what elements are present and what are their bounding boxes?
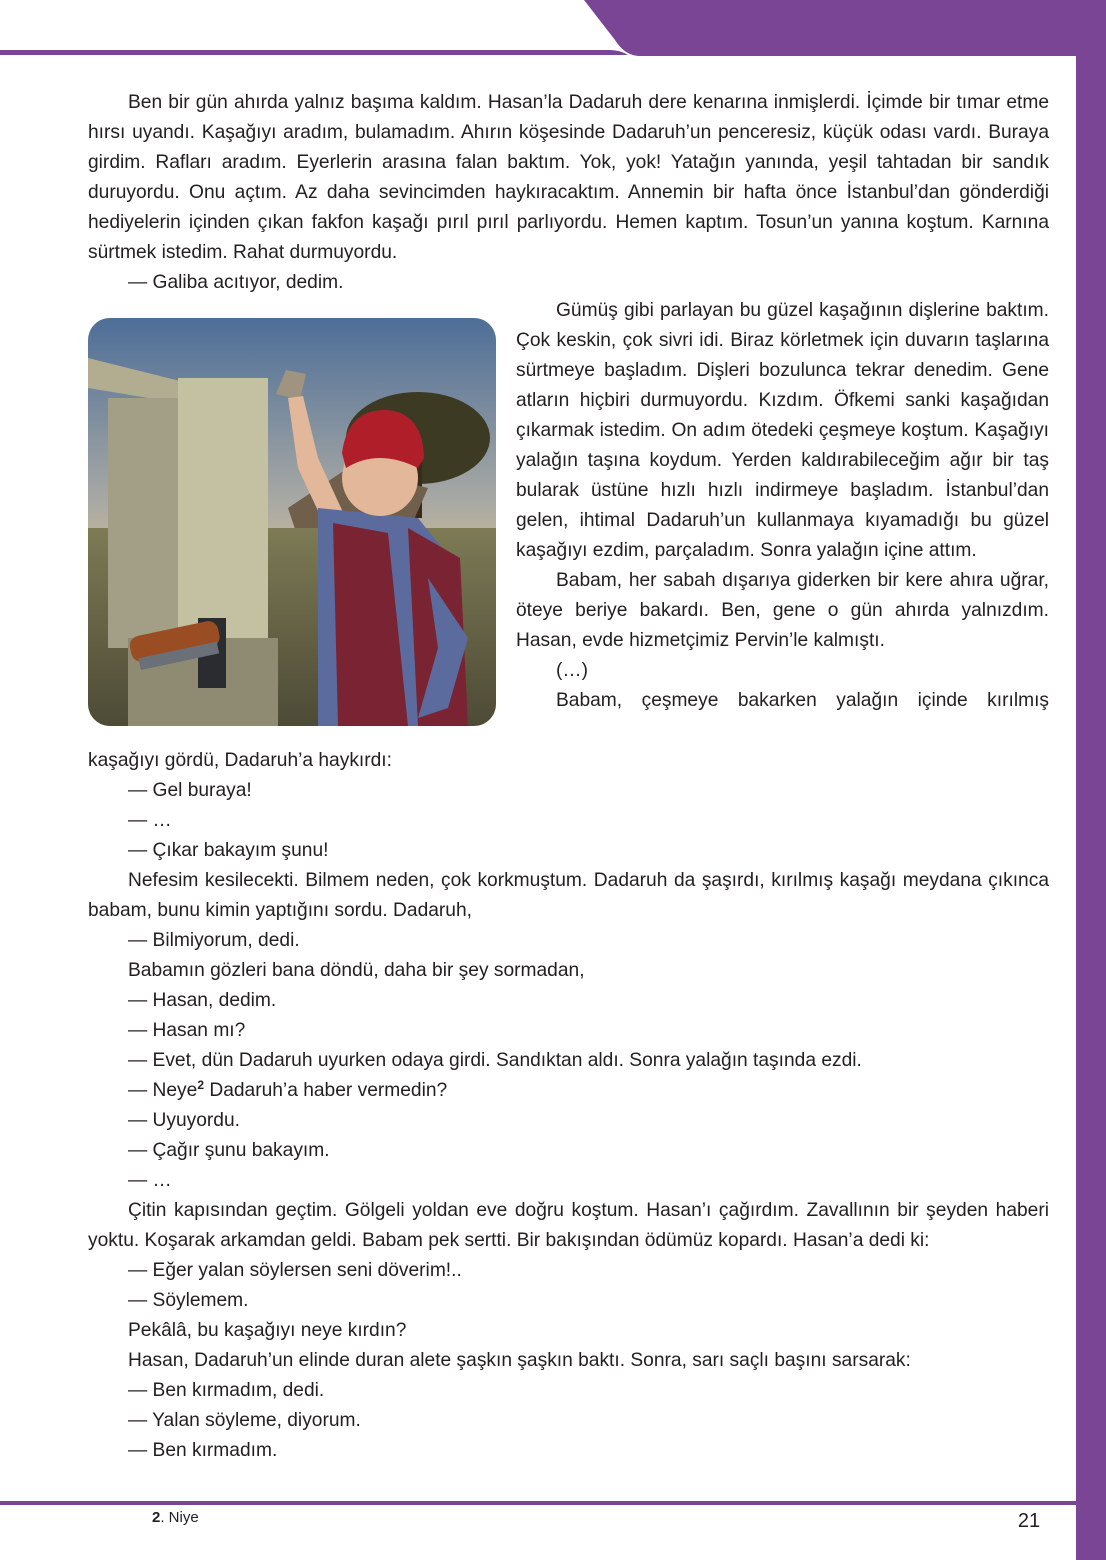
paragraph: — Gel buraya! — [128, 780, 252, 801]
paragraph: — Söylemem. — [128, 1290, 249, 1311]
footnote-text: . Niye — [160, 1509, 199, 1526]
paragraph: (…) — [556, 660, 588, 681]
footnote-number: 2 — [152, 1509, 161, 1526]
paragraph: Babam, çeşmeye bakarken yalağın içinde kırılmış — [556, 690, 1049, 711]
paragraph: — Çağır şunu bakayım. — [128, 1140, 330, 1161]
paragraph: Çitin kapısından geçtim. Gölgeli yoldan eve doğru koştum. Hasan’ı çağırdım. Zavallının bir şeyden haberi yoktu. Koşarak arkamdan geldi. Babam pek sertti. Bir bakışından ödümüz kopardı. Hasan’a dedi ki: — [88, 1200, 1049, 1251]
page-number: 21 — [996, 1505, 1062, 1535]
paragraph: — Ben kırmadım, dedi. — [128, 1380, 325, 1401]
footnote-marker: 2 — [197, 1078, 204, 1092]
footnote — [152, 1509, 199, 1526]
paragraph: Pekâlâ, bu kaşağıyı neye kırdın? — [128, 1320, 407, 1341]
top-banner-decoration — [0, 0, 1106, 60]
paragraph: Babam, her sabah dışarıya giderken bir kere ahıra uğrar, öteye beriye bakardı. Ben, gene o gün ahırda yalnızdım. Hasan, evde hizmetçimiz Pervin’le kalmıştı. — [516, 570, 1049, 651]
paragraph: — Uyuyordu. — [128, 1110, 240, 1131]
paragraph: Gümüş gibi parlayan bu güzel kaşağının dişlerine baktım. Çok keskin, çok sivri idi. Biraz körletmek için duvarın taşlarına sürtmeye başladım. Dişleri bozulunca tekrar denedim. Gene atların hiçbiri durmuyordu. Kızdım. Öfkemi sanki kaşağıdan çıkarmak istedim. On adım ötedeki çeşmeye koştum. Kaşağıyı yalağın taşına koydum. Yerden kaldırabileceğim ağır bir taş bularak üstüne hızlı hızlı indirmeye başladım. İstanbul’dan gelen, ihtimal Dadaruh’un kullanmaya kıyamadığı bu güzel kaşağıyı ezdim, parçaladım. Sonra yalağın içine attım. — [516, 300, 1049, 561]
paragraph: — Ben kırmadım. — [128, 1440, 278, 1461]
story-wrapped-column — [516, 296, 1049, 716]
paragraph: Ben bir gün ahırda yalnız başıma kaldım. Hasan’la Dadaruh dere kenarına inmişlerdi. İçimde bir tımar etme hırsı uyandı. Kaşağıyı aradım, bulamadım. Ahırın köşesinde Dadaruh’un penceresiz, küçük odası vardı. Buraya girdim. Rafları aradım. Eyerlerin arasına falan baktım. Yok, yok! Yatağın yanında, yeşil tahtadan bir sandık duruyordu. Onu açtım. Az daha sevincimden haykıracaktım. Annemin bir hafta önce İstanbul’dan gönderdiği hediyelerin içinden çıkan fakfon kaşağı pırıl pırıl parlıyordu. Hemen kaptım. Tosun’un yanına koştum. Karnına sürtmek istedim. Rahat durmuyordu. — [88, 92, 1049, 263]
paragraph: — Bilmiyorum, dedi. — [128, 930, 300, 951]
paragraph: — Eğer yalan söylersen seni döverim!.. — [128, 1260, 462, 1281]
footer-divider — [0, 1501, 1078, 1505]
paragraph: — Hasan, dedim. — [128, 990, 277, 1011]
neye-text-rest: Dadaruh’a haber vermedin? — [204, 1080, 448, 1101]
paragraph-with-footnote — [88, 1076, 1049, 1106]
right-margin-strip — [1076, 52, 1106, 1560]
paragraph: — Evet, dün Dadaruh uyurken odaya girdi. Sandıktan aldı. Sonra yalağın taşında ezdi. — [128, 1050, 862, 1071]
paragraph: Nefesim kesilecekti. Bilmem neden, çok korkmuştum. Dadaruh da şaşırdı, kırılmış kaşağı meydana çıkınca babam, bunu kimin yaptığını sordu. Dadaruh, — [88, 870, 1049, 921]
paragraph: — … — [128, 810, 172, 831]
paragraph: — Galiba acıtıyor, dedim. — [128, 272, 344, 293]
paragraph: — Yalan söyleme, diyorum. — [128, 1410, 361, 1431]
paragraph: Hasan, Dadaruh’un elinde duran alete şaşkın şaşkın baktı. Sonra, sarı saçlı başını sarsarak: — [128, 1350, 911, 1371]
story-illustration — [88, 318, 496, 726]
paragraph-continuation: kaşağıyı gördü, Dadaruh’a haykırdı: — [88, 750, 392, 771]
story-lower-text — [88, 746, 1049, 1466]
neye-text: — Neye — [128, 1080, 198, 1101]
paragraph: — Çıkar bakayım şunu! — [128, 840, 329, 861]
story-top-text — [88, 88, 1049, 298]
paragraph: Babamın gözleri bana döndü, daha bir şey sormadan, — [128, 960, 585, 981]
paragraph: — … — [128, 1170, 172, 1191]
paragraph: — Hasan mı? — [128, 1020, 246, 1041]
